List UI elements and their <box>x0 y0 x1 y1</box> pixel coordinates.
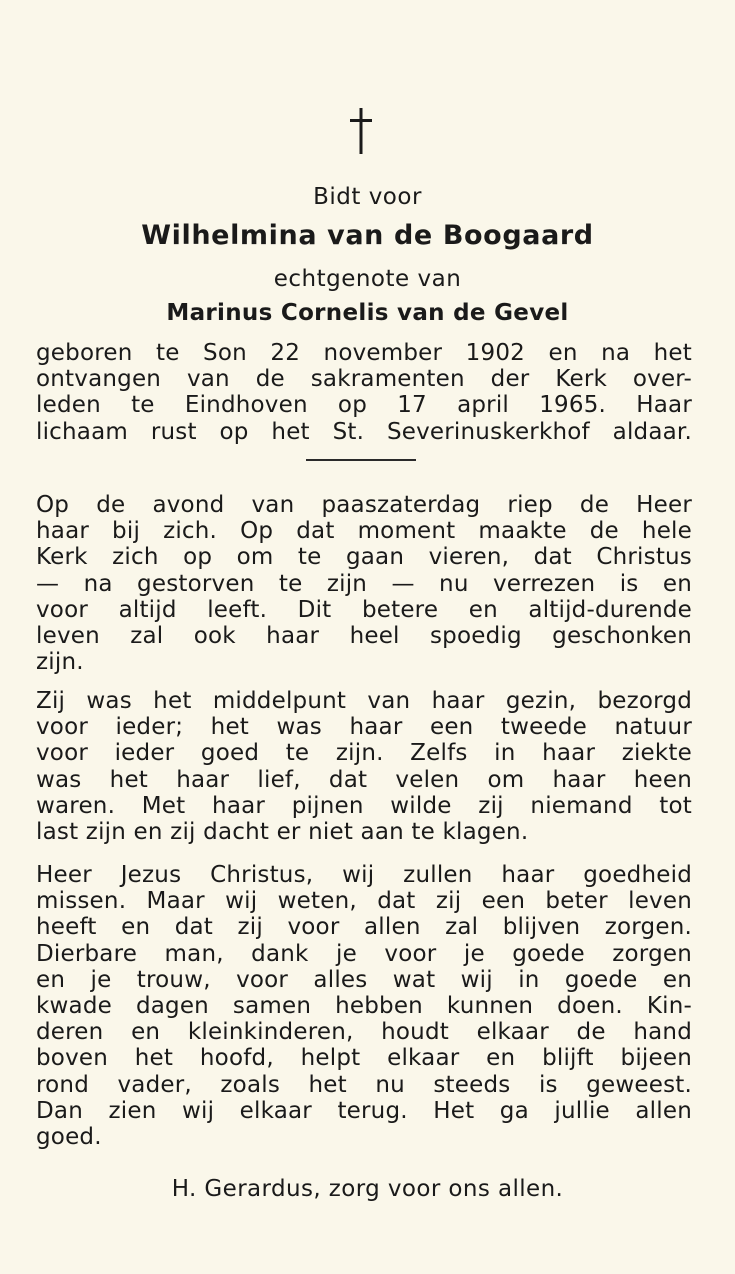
cross-icon <box>346 106 376 156</box>
text-line: lichaam rust op het St. Severinuskerkhof aldaar. <box>36 418 692 445</box>
text-line: zijn. <box>36 649 84 676</box>
text-line: waren. Met haar pijnen wilde zij niemand tot <box>36 792 692 819</box>
spouse-name: Marinus Cornelis van de Gevel <box>166 300 569 326</box>
spouse-label: echtgenote van <box>273 266 462 292</box>
text-line: heeft en dat zij voor allen zal blijven zorgen. <box>36 914 692 941</box>
text-line: haar bij zich. Op dat moment maakte de hele <box>36 518 692 545</box>
text-line: last zijn en zij dacht er niet aan te klagen. <box>36 819 529 846</box>
text-line: kwade dagen samen hebben kunnen doen. Kin- <box>36 993 692 1020</box>
paragraph-prayer <box>36 862 692 1150</box>
text-line: was het haar lief, dat velen om haar heen <box>36 766 692 793</box>
text-line: voor ieder; het was haar een tweede natuur <box>36 714 692 741</box>
text-line: Zij was het middelpunt van haar gezin, bezorgd <box>36 688 692 714</box>
pray-heading: Bidt voor <box>313 184 422 210</box>
paragraph-easter <box>36 492 692 675</box>
intro-paragraph <box>36 340 692 445</box>
text-line: missen. Maar wij weten, dat zij een beter leven <box>36 888 692 915</box>
text-line: en je trouw, voor alles wat wij in goede en <box>36 966 692 993</box>
text-line: leden te Eindhoven op 17 april 1965. Haar <box>36 392 692 419</box>
text-line: Op de avond van paaszaterdag riep de Heer <box>36 492 692 518</box>
text-line: Dierbare man, dank je voor je goede zorgen <box>36 940 692 967</box>
paragraph-family <box>36 688 692 845</box>
text-line: boven het hoofd, helpt elkaar en blijft bijeen <box>36 1045 692 1072</box>
text-line: geboren te Son 22 november 1902 en na het <box>36 340 692 366</box>
text-line: Dan zien wij elkaar terug. Het ga jullie allen <box>36 1097 692 1124</box>
text-line: — na gestorven te zijn — nu verrezen is en <box>36 570 692 597</box>
closing-invocation: H. Gerardus, zorg voor ons allen. <box>171 1176 564 1202</box>
text-line: ontvangen van de sakramenten der Kerk over- <box>36 366 692 393</box>
divider <box>306 459 416 461</box>
text-line: Kerk zich op om te gaan vieren, dat Christus <box>36 544 692 571</box>
text-line: leven zal ook haar heel spoedig geschonken <box>36 623 692 650</box>
text-line: goed. <box>36 1124 102 1151</box>
text-line: rond vader, zoals het nu steeds is geweest. <box>36 1071 692 1098</box>
text-line: voor altijd leeft. Dit betere en altijd-durende <box>36 596 692 623</box>
text-line: voor ieder goed te zijn. Zelfs in haar ziekte <box>36 740 692 767</box>
deceased-name: Wilhelmina van de Boogaard <box>141 220 594 251</box>
text-line: deren en kleinkinderen, houdt elkaar de hand <box>36 1019 692 1046</box>
text-line: Heer Jezus Christus, wij zullen haar goedheid <box>36 862 692 888</box>
